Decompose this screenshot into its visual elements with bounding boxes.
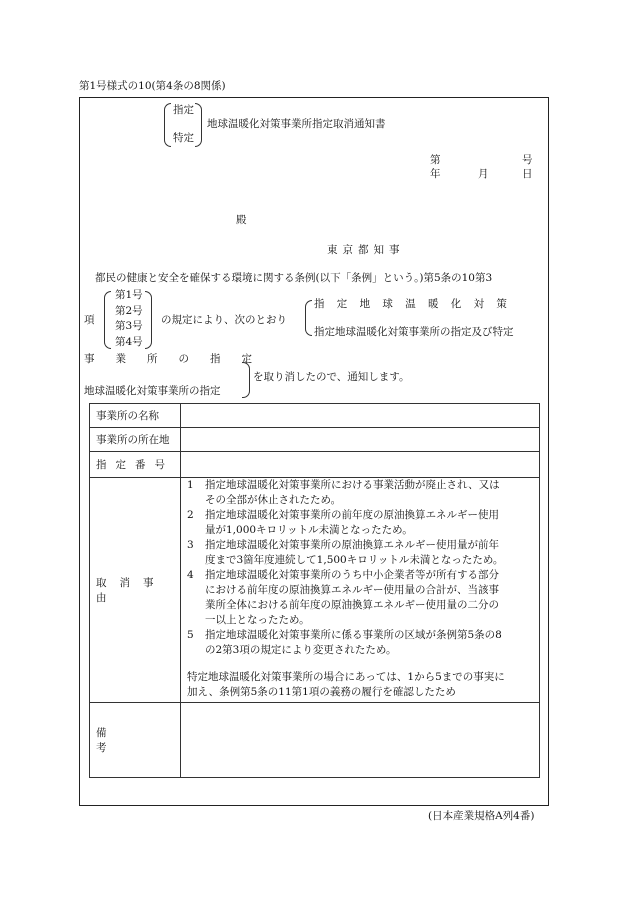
reason-item-4-line-2: における前年度の原油換算エネルギー使用量の合計が、当該事 xyxy=(205,584,499,596)
body-middle: の規定により、次のとおり xyxy=(161,314,287,326)
number-suffix: 号 xyxy=(522,154,533,166)
business-type-option: 指定地球温暖化対策 xyxy=(314,298,520,310)
reason-note-line-1: 特定地球温暖化対策事業所の場合にあっては、1から5までの事実に xyxy=(187,671,505,683)
designation-bracket-right xyxy=(242,362,250,398)
reason-item-3: 3 指定地球温暖化対策事業所の原油換算エネルギー使用量が前年 xyxy=(187,539,499,551)
reason-item-1-line-2: その全部が休止されたため。 xyxy=(205,494,342,506)
name-label: 事業所の名称 xyxy=(96,410,159,422)
reason-item-5-line-2: の2第3項の規定により変更されたため。 xyxy=(205,644,397,656)
paper-size-note: (日本産業規格A列4番) xyxy=(428,810,535,822)
reason-label: 取消事由 xyxy=(96,577,167,604)
provision-option: 第1号 xyxy=(115,289,143,301)
designation-number-label: 指定番号 xyxy=(96,459,174,471)
document-title: 地球温暖化対策事業所指定取消通知書 xyxy=(207,118,386,130)
title-option-designated: 指定 xyxy=(173,104,194,116)
business-bracket-left xyxy=(305,300,312,336)
reason-content-cell xyxy=(181,478,540,703)
name-label-cell xyxy=(90,404,181,428)
number-label: 第 xyxy=(430,154,441,166)
provision-option: 第2号 xyxy=(115,305,143,317)
number-label-cell xyxy=(90,452,181,478)
title-bracket-right xyxy=(195,103,202,147)
reason-list xyxy=(181,478,539,700)
remarks-label: 備考 xyxy=(96,727,159,754)
reason-item-2: 2 指定地球温暖化対策事業所の前年度の原油換算エネルギー使用 xyxy=(187,509,499,521)
reason-label-cell xyxy=(90,478,181,703)
provision-bracket-right xyxy=(145,291,152,349)
remarks-label-cell xyxy=(90,703,181,778)
body-line-1: 都民の健康と安全を確保する環境に関する条例(以下「条例」という。)第5条の10第3 xyxy=(95,272,493,284)
designation-option: 地球温暖化対策事業所の指定 xyxy=(84,385,221,397)
title-option-specified: 特定 xyxy=(173,132,194,144)
name-value-cell[interactable] xyxy=(181,404,540,428)
reason-item-5: 5 指定地球温暖化対策事業所に係る事業所の区域が条例第5条の8 xyxy=(187,629,502,641)
address-value-cell[interactable] xyxy=(181,428,540,452)
address-label-cell xyxy=(90,428,181,452)
provision-option: 第4号 xyxy=(115,336,143,348)
reason-item-1: 1 指定地球温暖化対策事業所における事業活動が廃止され、又は xyxy=(187,479,500,491)
date-day: 日 xyxy=(522,168,533,180)
reason-item-3-line-2: 度まで3箇年度連続して1,500キロリットル未満となったため。 xyxy=(205,554,504,566)
date-month: 月 xyxy=(478,168,489,180)
date-year: 年 xyxy=(430,168,441,180)
reason-item-4: 4 指定地球温暖化対策事業所のうち中小企業者等が所有する部分 xyxy=(187,569,499,581)
addressee-honorific: 殿 xyxy=(236,214,247,226)
form-number: 第1号様式の10(第4条の8関係) xyxy=(79,80,226,92)
body-end: を取り消したので、通知します。 xyxy=(253,371,410,383)
body-kou: 項 xyxy=(84,314,95,326)
number-value-cell[interactable] xyxy=(181,452,540,478)
designation-option: 事業所の指定 xyxy=(84,353,273,365)
provision-option: 第3号 xyxy=(115,320,143,332)
reason-item-2-line-2: 量が1,000キロリットル未満となったため。 xyxy=(205,524,413,536)
title-bracket-left xyxy=(164,103,171,147)
issuer: 東京都知事 xyxy=(327,244,405,256)
reason-item-4-line-4: 一以上となったため。 xyxy=(205,614,310,626)
reason-item-4-line-3: 業所全体における前年度の原油換算エネルギー使用量の二分の xyxy=(205,599,499,611)
remarks-value-cell[interactable] xyxy=(181,703,540,778)
info-table xyxy=(89,403,540,778)
address-label: 事業所の所在地 xyxy=(96,434,170,446)
business-type-option: 指定地球温暖化対策事業所の指定及び特定 xyxy=(314,326,514,338)
reason-note-line-2: 加え、条例第5条の11第1項の義務の履行を確認したため xyxy=(187,686,456,698)
provision-bracket-left xyxy=(104,291,111,349)
